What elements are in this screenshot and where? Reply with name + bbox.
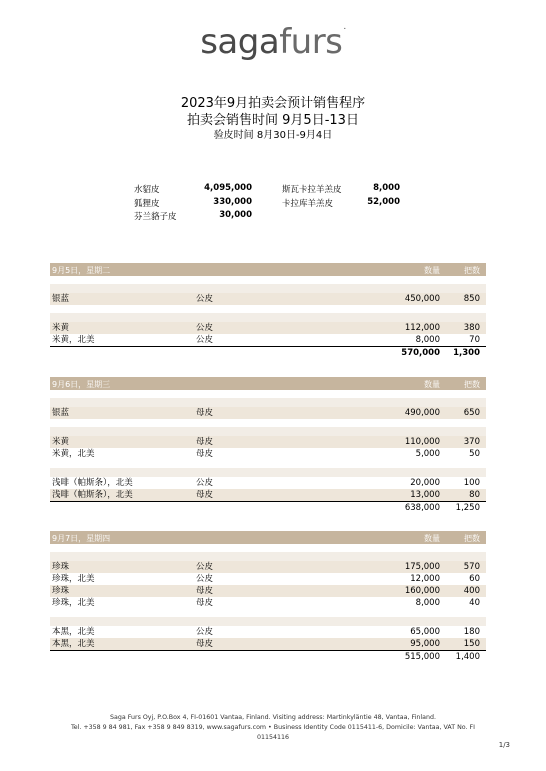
color-cell: 银蓝 [52,294,70,304]
summary-item-name: 水貂皮 [134,185,160,195]
table-row [50,436,486,448]
spacer [50,460,486,468]
logo-text-saga: saga [200,22,280,62]
total-qty: 570,000 [401,348,440,358]
sex-cell: 公皮 [196,627,214,637]
qty-column-header: 数量 [424,266,440,275]
qty-cell: 8,000 [415,598,440,608]
bundles-cell: 150 [463,639,480,649]
sale-date: 9月6日，星期三 [52,380,111,389]
qty-cell: 160,000 [404,586,440,596]
table-row [50,585,486,597]
color-cell: 浅啡（帕斯条），北美 [52,478,133,488]
bundles-cell: 850 [463,294,480,304]
sale-date: 9月7日，星期四 [52,534,111,543]
spacer [50,390,486,398]
table-row [50,573,486,585]
table-row [50,334,486,346]
total-bundles: 1,400 [455,652,480,662]
sex-cell: 公皮 [196,574,214,584]
bundles-cell: 80 [469,490,480,500]
color-cell: 米黄 [52,437,70,447]
sex-cell: 公皮 [196,335,214,345]
color-cell: 珍珠 [52,562,70,572]
logo-text-furs: furs [279,22,343,62]
color-cell: 米黄，北美 [52,335,95,345]
group-divider [50,284,486,293]
table-row [50,561,486,573]
color-cell: 珍珠，北美 [52,574,95,584]
summary-item-value: 4,095,000 [204,183,252,193]
group-divider [50,617,486,626]
qty-cell: 450,000 [404,294,440,304]
total-qty: 638,000 [404,503,440,513]
logo-mark: . [343,22,346,32]
qty-cell: 5,000 [415,449,440,459]
group-divider [50,427,486,436]
sagafurs-logo [0,22,546,62]
inspection-period: 验皮时间 8月30日-9月4日 [213,130,333,141]
group-divider [50,468,486,477]
group-divider [50,313,486,322]
total-row [50,346,486,359]
summary-item-name: 狐狸皮 [134,198,160,209]
spacer [50,305,486,313]
table-row [50,322,486,334]
footer-address: Saga Furs Oyj, P.O.Box 4, FI-01601 Vantaa, Finland. Visiting address: Martinkyläntie 48, Vantaa, Finland. [110,714,436,721]
total-row [50,501,486,514]
bundles-column-header: 把数 [464,534,480,543]
group-divider [50,398,486,407]
sex-cell: 母皮 [196,598,214,608]
spacer [50,544,486,552]
summary-item-name: 卡拉库羊羔皮 [282,198,334,209]
bundles-cell: 60 [469,574,480,584]
bundles-column-header: 把数 [464,380,480,389]
table-row [50,293,486,305]
total-bundles: 1,300 [453,348,480,358]
summary-item-name: 斯瓦卡拉羊羔皮 [282,185,342,195]
qty-cell: 110,000 [404,437,440,447]
section-header [50,531,486,544]
qty-cell: 95,000 [410,639,440,649]
table-row [50,489,486,501]
sale-date: 9月5日，星期二 [52,266,111,275]
page-number: 1/3 [498,741,510,749]
footer-vat: 01154116 [256,734,290,741]
bundles-cell: 650 [463,408,480,418]
sex-cell: 母皮 [196,408,214,418]
qty-cell: 175,000 [404,562,440,572]
table-row [50,597,486,609]
bundles-cell: 40 [469,598,480,608]
group-divider [50,552,486,561]
color-cell: 本黑，北美 [52,639,95,649]
summary-item-name: 芬兰貉子皮 [134,212,177,222]
company-footer [30,713,516,743]
spacer [50,609,486,617]
color-cell: 浅啡（帕斯条），北美 [52,490,133,500]
bundles-cell: 400 [463,586,480,596]
sex-cell: 母皮 [196,490,214,500]
spacer [50,419,486,427]
bundles-cell: 180 [463,627,480,637]
total-bundles: 1,250 [455,503,480,513]
qty-cell: 12,000 [410,574,440,584]
qty-cell: 8,000 [415,335,440,345]
qty-cell: 112,000 [404,323,440,333]
color-cell: 米黄，北美 [52,449,95,459]
sex-cell: 母皮 [196,586,214,596]
bundles-cell: 50 [469,449,480,459]
spacer [50,276,486,284]
table-row [50,477,486,489]
sale-period: 拍卖会销售时间 9月5日-13日 [187,113,359,128]
page-title: 2023年9月拍卖会预计销售程序 [180,96,366,111]
table-row [50,407,486,419]
section-header [50,263,486,276]
sale-day-table-3 [50,531,486,663]
sale-day-table-2 [50,377,486,514]
color-cell: 银蓝 [52,408,70,418]
bundles-cell: 70 [469,335,480,345]
total-qty: 515,000 [404,652,440,662]
color-cell: 米黄 [52,323,70,333]
table-row [50,638,486,650]
summary-item-value: 8,000 [373,183,400,193]
bundles-column-header: 把数 [464,266,480,275]
color-cell: 本黑，北美 [52,627,95,637]
table-row [50,448,486,460]
title-block [0,95,546,143]
bundles-cell: 370 [463,437,480,447]
summary-item-value: 330,000 [213,196,252,207]
table-row [50,626,486,638]
sale-day-table-1 [50,263,486,359]
section-header [50,377,486,390]
qty-column-header: 数量 [424,534,440,543]
footer-contact: Tel. +358 9 84 981, Fax +358 9 849 8319, www.sagafurs.com • Business Identity Code 0115411-6, Domicile: Vantaa, VAT No. FI [70,724,476,731]
bundles-cell: 570 [463,562,480,572]
sex-cell: 母皮 [196,449,214,459]
qty-cell: 490,000 [404,408,440,418]
bundles-cell: 380 [463,323,480,333]
sex-cell: 母皮 [196,437,214,447]
color-cell: 珍珠，北美 [52,598,95,608]
total-row [50,650,486,663]
sex-cell: 公皮 [196,562,214,572]
bundles-cell: 100 [463,478,480,488]
qty-column-header: 数量 [424,380,440,389]
qty-cell: 65,000 [410,627,440,637]
sex-cell: 母皮 [196,639,214,649]
color-cell: 珍珠 [52,586,70,596]
summary-item-value: 30,000 [219,210,252,220]
qty-cell: 20,000 [410,478,440,488]
sex-cell: 公皮 [196,294,214,304]
sex-cell: 公皮 [196,323,214,333]
qty-cell: 13,000 [410,490,440,500]
summary-item-value: 52,000 [367,196,400,207]
sex-cell: 公皮 [196,478,214,488]
